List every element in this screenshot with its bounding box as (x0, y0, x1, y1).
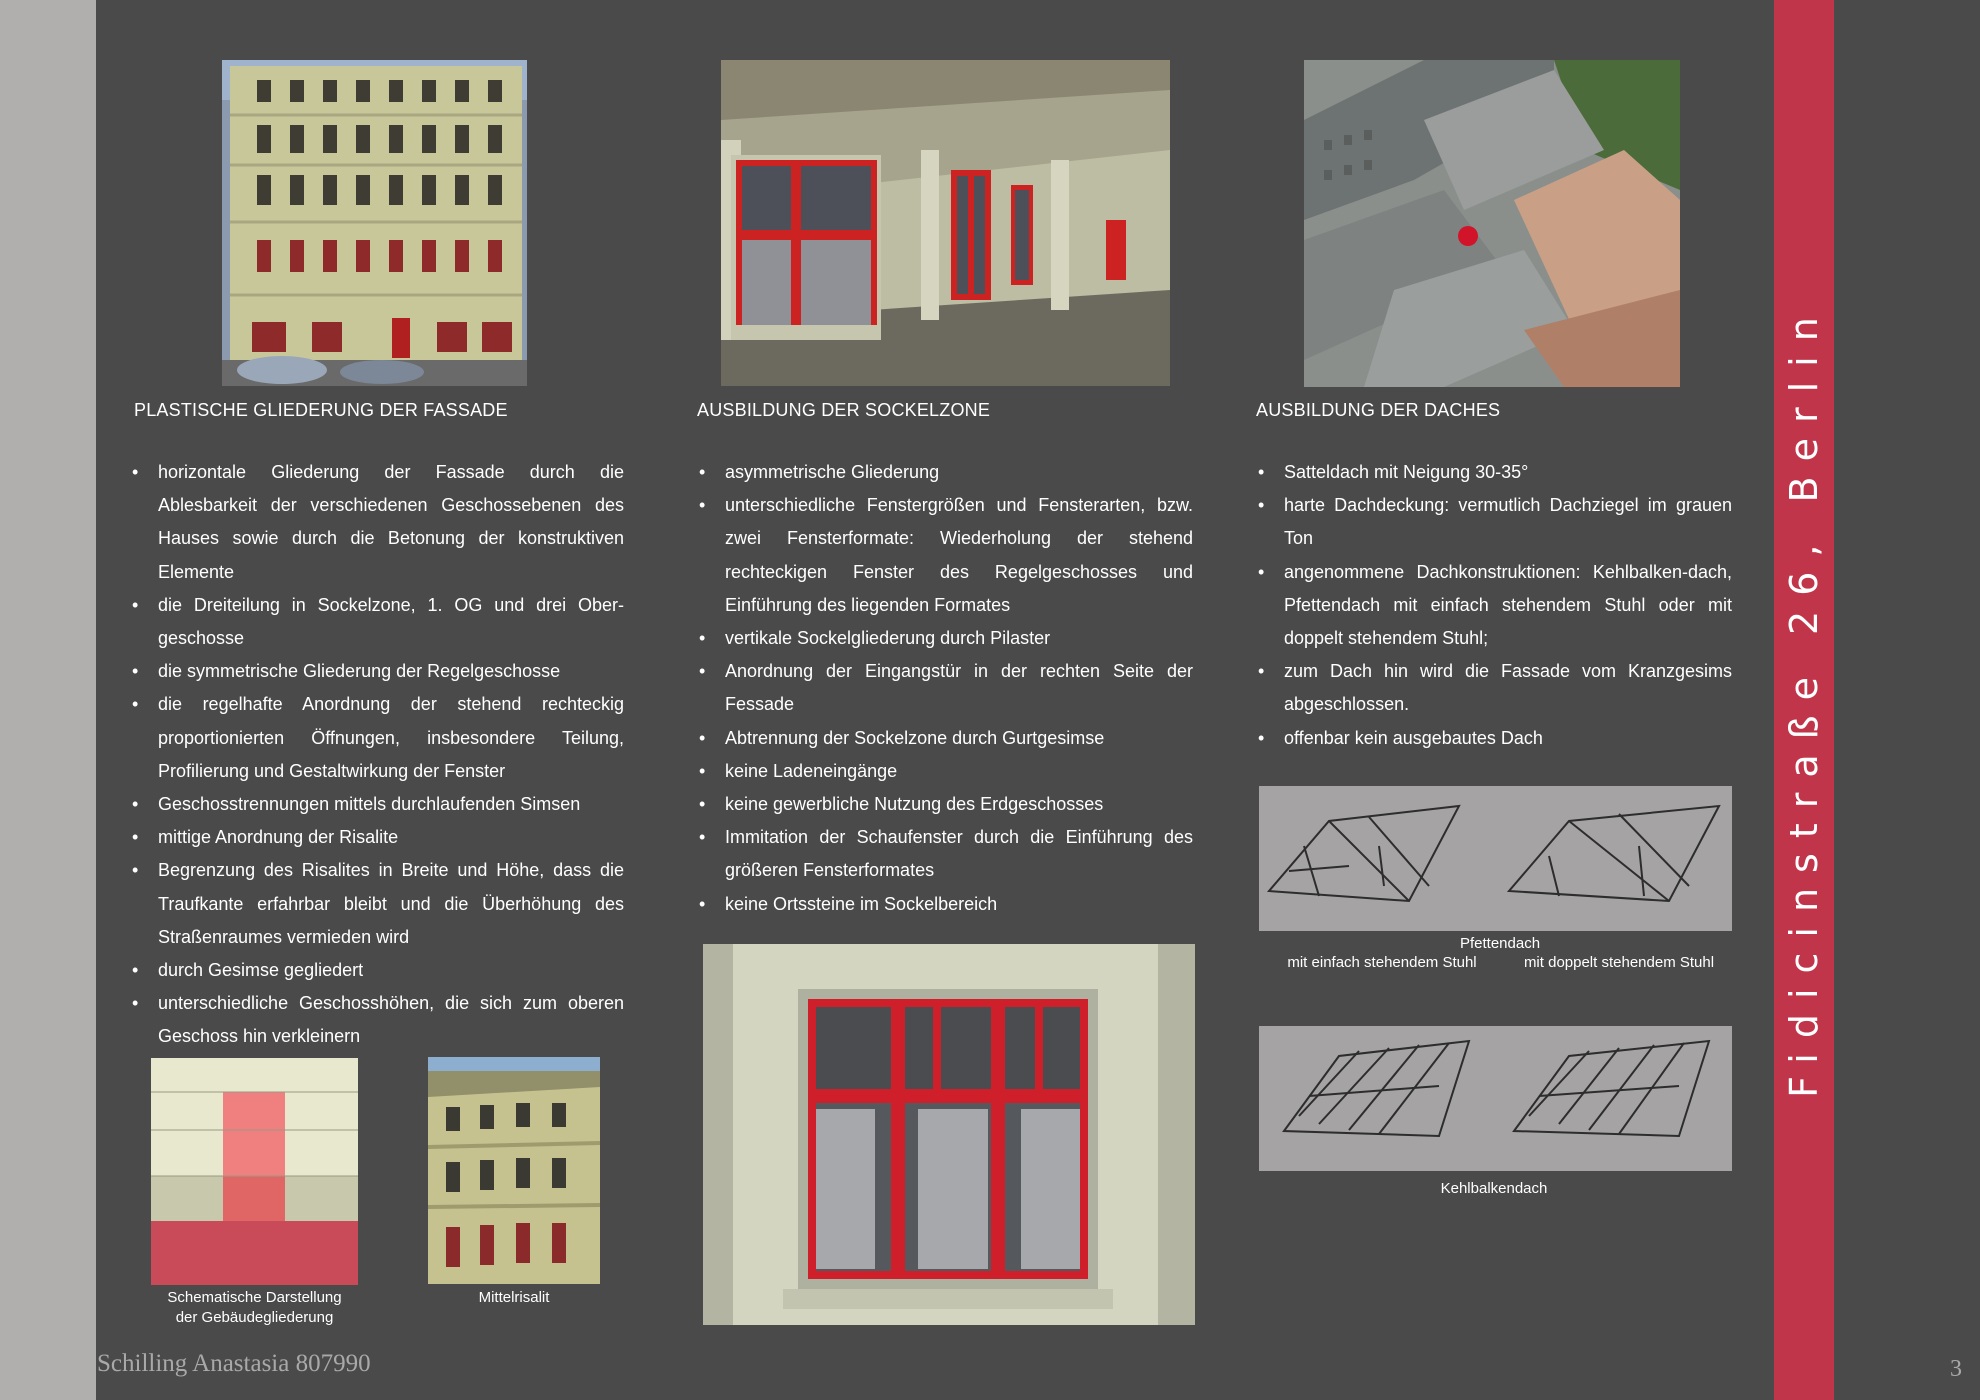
list-item: • die regelhafte Anordnung der stehend rechteckig proportionierten Öffnungen, insbesondere Teilung, Profilierung und Gestaltwirkung der Fenster (130, 688, 624, 788)
bullet-list-dach (1256, 456, 1732, 755)
vertical-page-title: Fidicinstraße 26, Berlin (1782, 302, 1826, 1098)
list-item: • Immitation der Schaufenster durch die Einführung des größeren Fensterformates (697, 821, 1193, 887)
list-item: • zum Dach hin wird die Fassade vom Kranzgesims abgeschlossen. (1256, 655, 1732, 721)
footer-author: Schilling Anastasia 807990 (97, 1350, 371, 1377)
caption-pfettendach-left: mit einfach stehendem Stuhl (1287, 954, 1477, 971)
list-item: • harte Dachdeckung: vermutlich Dachziegel im grauen Ton (1256, 489, 1732, 555)
caption-kehlbalkendach: Kehlbalkendach (1440, 1180, 1548, 1197)
list-item: • Anordnung der Eingangstür in der rechten Seite der Fessade (697, 655, 1193, 721)
list-item: • unterschiedliche Fenstergrößen und Fensterarten, bzw. zwei Fensterformate: Wiederholung der stehend rechteckigen Fenster des Regelgeschosses und Einführung des liegenden Formates (697, 489, 1193, 622)
caption-schematic (140, 1288, 369, 1328)
right-margin (1834, 0, 1980, 1400)
heading-dach: AUSBILDUNG DER DACHES (1256, 400, 1501, 420)
caption-pfettendach-right: mit doppelt stehendem Stuhl (1523, 954, 1715, 971)
pfettendach-diagram (1259, 786, 1732, 931)
aerial-photo (1304, 60, 1680, 387)
schematic-facade-diagram (151, 1058, 358, 1285)
list-item: • Satteldach mit Neigung 30-35° (1256, 456, 1732, 489)
list-item: • die Dreiteilung in Sockelzone, 1. OG und drei Ober-geschosse (130, 589, 624, 655)
kehlbalkendach-diagram (1259, 1026, 1732, 1171)
page-number: 3 (1950, 1356, 1962, 1382)
sockelzone-photo (721, 60, 1170, 386)
list-item: • asymmetrische Gliederung (697, 456, 1193, 489)
facade-photo (222, 60, 527, 386)
caption-pfettendach: Pfettendach (1459, 935, 1541, 952)
list-item: • angenommene Dachkonstruktionen: Kehlbalken-dach, Pfettendach mit einfach stehendem Stuhl oder mit doppelt stehendem Stuhl; (1256, 556, 1732, 656)
mittelrisalit-photo (428, 1057, 600, 1284)
list-item: • offenbar kein ausgebautes Dach (1256, 722, 1732, 755)
list-item: • die symmetrische Gliederung der Regelgeschosse (130, 655, 624, 688)
list-item: • keine Ortssteine im Sockelbereich (697, 888, 1193, 921)
list-item: • keine gewerbliche Nutzung des Erdgeschosses (697, 788, 1193, 821)
window-photo (703, 944, 1195, 1325)
caption-schematic-line2: der Gebäudegliederung (175, 1309, 334, 1326)
caption-mittelrisalit: Mittelrisalit (478, 1289, 550, 1306)
list-item: • vertikale Sockelgliederung durch Pilaster (697, 622, 1193, 655)
list-item: • durch Gesimse gegliedert (130, 954, 624, 987)
list-item: • unterschiedliche Geschosshöhen, die sich zum oberen Geschoss hin verkleinern (130, 987, 624, 1053)
list-item: • horizontale Gliederung der Fassade durch die Ablesbarkeit der verschiedenen Geschossebenen des Hauses sowie durch die Betonung der konstruktiven Elemente (130, 456, 624, 589)
bullet-list-sockelzone (697, 456, 1193, 921)
caption-schematic-line1: Schematische Darstellung (167, 1289, 342, 1306)
list-item: • Abtrennung der Sockelzone durch Gurtgesimse (697, 722, 1193, 755)
left-margin-strip (0, 0, 96, 1400)
heading-sockelzone: AUSBILDUNG DER SOCKELZONE (697, 400, 991, 420)
bullet-list-fassade (130, 456, 624, 1054)
list-item: • keine Ladeneingänge (697, 755, 1193, 788)
list-item: • Geschosstrennungen mittels durchlaufenden Simsen (130, 788, 624, 821)
list-item: • mittige Anordnung der Risalite (130, 821, 624, 854)
heading-fassade: PLASTISCHE GLIEDERUNG DER FASSADE (134, 400, 508, 420)
list-item: • Begrenzung des Risalites in Breite und Höhe, dass die Traufkante erfahrbar bleibt und die Überhöhung des Straßenraumes vermieden wird (130, 854, 624, 954)
